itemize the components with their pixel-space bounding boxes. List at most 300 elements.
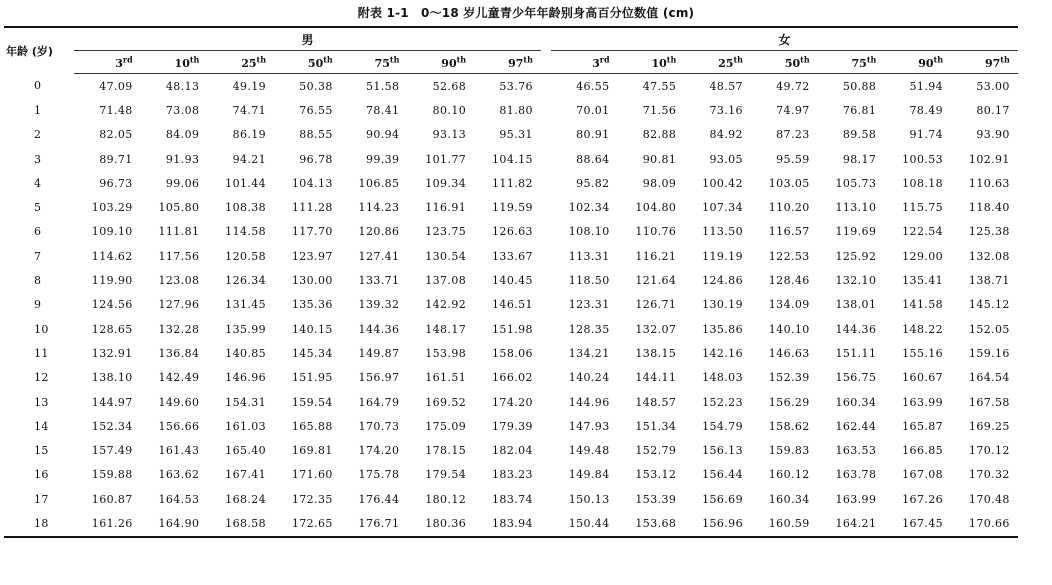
age-cell: 1 [34, 103, 42, 117]
male-height-cell: 109.34 [425, 176, 467, 190]
group-gap [541, 220, 551, 244]
male-height-cell: 71.48 [99, 103, 133, 117]
age-cell: 11 [34, 346, 49, 360]
female-height-cell: 160.67 [902, 371, 944, 385]
male-height-cell: 163.62 [158, 468, 200, 482]
male-height-cell: 172.65 [274, 511, 341, 536]
female-height-cell: 163.78 [835, 468, 877, 482]
female-height-cell: 115.75 [902, 201, 944, 215]
male-height-cell: 179.54 [425, 468, 467, 482]
male-height-cell: 119.59 [492, 201, 533, 215]
male-height-cell: 175.09 [425, 419, 467, 433]
male-height-cell: 161.43 [158, 444, 200, 458]
male-height-cell: 159.88 [91, 468, 133, 482]
male-height-cell: 174.20 [492, 395, 533, 409]
female-height-cell: 110.63 [968, 176, 1010, 190]
male-height-cell: 167.41 [225, 468, 267, 482]
female-height-cell: 128.35 [568, 322, 610, 336]
age-cell: 2 [34, 128, 42, 142]
male-height-cell: 158.06 [492, 346, 533, 360]
male-height-cell: 73.08 [165, 103, 200, 117]
female-height-cell: 159.83 [768, 444, 810, 458]
male-percentile-header [474, 51, 541, 74]
male-height-cell: 106.85 [358, 176, 400, 190]
male-height-cell: 142.92 [425, 298, 467, 312]
female-height-cell: 138.15 [635, 346, 677, 360]
age-cell: 10 [34, 322, 49, 336]
table-title: 附表 1-1 0～18 岁儿童青少年年龄别身高百分位数值 (cm) [357, 6, 695, 20]
male-height-cell: 165.40 [225, 444, 267, 458]
female-percentile-header [618, 51, 685, 74]
male-height-cell: 140.15 [291, 322, 333, 336]
male-height-cell: 183.23 [492, 468, 533, 482]
male-height-cell: 126.63 [492, 225, 533, 239]
female-height-cell: 118.40 [968, 201, 1010, 215]
male-height-cell: 49.19 [232, 79, 267, 93]
table-row [4, 511, 1018, 536]
female-height-cell: 103.05 [768, 176, 810, 190]
male-height-cell: 140.85 [225, 346, 267, 360]
male-height-cell: 96.78 [299, 152, 333, 166]
female-height-cell: 163.99 [902, 395, 944, 409]
female-height-cell: 160.59 [751, 511, 818, 536]
age-cell: 15 [34, 444, 49, 458]
male-height-cell: 99.39 [365, 152, 400, 166]
male-height-cell: 127.41 [358, 249, 400, 263]
male-height-cell: 132.91 [91, 346, 133, 360]
male-height-cell: 171.60 [291, 468, 333, 482]
age-cell: 7 [34, 249, 42, 263]
percentile-label: 10th [651, 54, 677, 70]
male-height-cell: 139.32 [358, 298, 400, 312]
table-row [4, 147, 1018, 171]
female-height-cell: 47.55 [642, 79, 677, 93]
percentile-label: 75th [374, 54, 400, 70]
female-height-cell: 156.75 [835, 371, 877, 385]
female-height-cell: 154.79 [702, 419, 743, 433]
group-gap [541, 195, 551, 219]
female-percentile-header [684, 51, 751, 74]
percentile-label: 25th [241, 54, 267, 70]
male-height-cell: 82.05 [99, 128, 133, 142]
male-height-cell: 96.73 [99, 176, 133, 190]
female-height-cell: 116.21 [635, 249, 677, 263]
female-height-cell: 88.64 [576, 152, 610, 166]
table-row [4, 171, 1018, 195]
female-height-cell: 98.09 [642, 176, 677, 190]
female-height-cell: 95.59 [776, 152, 810, 166]
female-height-cell: 156.69 [702, 492, 743, 506]
male-height-cell: 103.29 [91, 201, 133, 215]
male-height-cell: 168.58 [207, 511, 274, 536]
group-gap [541, 123, 551, 147]
male-height-cell: 164.79 [358, 395, 400, 409]
female-percentile-header [551, 51, 618, 74]
male-height-cell: 176.71 [341, 511, 408, 536]
male-height-cell: 154.31 [225, 395, 267, 409]
female-height-cell: 169.25 [968, 419, 1010, 433]
male-height-cell: 101.44 [225, 176, 267, 190]
female-height-cell: 138.71 [968, 274, 1010, 288]
percentile-label: 50th [784, 54, 810, 70]
male-height-cell: 117.56 [158, 249, 200, 263]
male-height-cell: 164.53 [158, 492, 200, 506]
male-height-cell: 101.77 [425, 152, 467, 166]
group-gap [541, 390, 551, 414]
female-height-cell: 170.32 [968, 468, 1010, 482]
group-gap [541, 366, 551, 390]
percentile-label: 75th [851, 54, 877, 70]
male-height-cell: 180.36 [407, 511, 474, 536]
female-height-cell: 152.39 [768, 371, 810, 385]
table-row [4, 341, 1018, 365]
male-height-cell: 130.54 [425, 249, 467, 263]
female-height-cell: 78.49 [909, 103, 944, 117]
female-height-cell: 156.13 [702, 444, 743, 458]
male-height-cell: 124.56 [91, 298, 133, 312]
percentile-label: 10th [174, 54, 200, 70]
female-height-cell: 147.93 [568, 419, 610, 433]
female-percentile-header [751, 51, 818, 74]
female-height-cell: 170.12 [968, 444, 1010, 458]
male-height-cell: 169.81 [291, 444, 333, 458]
female-height-cell: 153.68 [618, 511, 685, 536]
male-height-cell: 146.51 [492, 298, 533, 312]
female-height-cell: 148.57 [635, 395, 677, 409]
female-height-cell: 142.16 [702, 346, 743, 360]
female-height-cell: 93.90 [976, 128, 1010, 142]
percentile-label: 90th [918, 54, 944, 70]
male-height-cell: 157.49 [91, 444, 133, 458]
male-height-cell: 88.55 [299, 128, 333, 142]
group-gap [541, 414, 551, 438]
female-height-cell: 149.48 [568, 444, 610, 458]
female-height-cell: 153.39 [635, 492, 677, 506]
female-height-cell: 110.20 [768, 201, 810, 215]
female-percentile-header [884, 51, 951, 74]
female-percentile-header [818, 51, 885, 74]
group-gap [541, 293, 551, 317]
female-height-cell: 140.24 [568, 371, 610, 385]
female-height-cell: 119.69 [835, 225, 877, 239]
group-gap [541, 98, 551, 122]
male-height-cell: 90.94 [365, 128, 400, 142]
table-row [4, 366, 1018, 390]
male-height-cell: 120.58 [225, 249, 267, 263]
table-row [4, 390, 1018, 414]
male-height-cell: 91.93 [165, 152, 200, 166]
female-height-cell: 105.73 [835, 176, 877, 190]
male-height-cell: 166.02 [492, 371, 533, 385]
female-height-cell: 132.08 [968, 249, 1010, 263]
male-height-cell: 105.80 [158, 201, 200, 215]
female-height-cell: 128.46 [768, 274, 810, 288]
male-height-cell: 123.08 [158, 274, 200, 288]
male-height-cell: 109.10 [91, 225, 133, 239]
percentile-label: 97th [984, 54, 1010, 70]
female-height-cell: 124.86 [702, 274, 743, 288]
male-height-cell: 78.41 [365, 103, 400, 117]
percentile-header-row [4, 51, 1018, 74]
male-height-cell: 151.95 [291, 371, 333, 385]
male-height-cell: 161.03 [225, 419, 267, 433]
male-height-cell: 176.44 [358, 492, 400, 506]
male-height-cell: 114.58 [225, 225, 267, 239]
female-height-cell: 116.57 [768, 225, 810, 239]
female-height-cell: 122.53 [768, 249, 810, 263]
male-height-cell: 114.62 [91, 249, 133, 263]
female-group-header: 女 [551, 27, 1018, 51]
male-height-cell: 179.39 [492, 419, 533, 433]
female-height-cell: 70.01 [576, 103, 610, 117]
female-height-cell: 119.19 [702, 249, 743, 263]
female-percentile-header [951, 51, 1018, 74]
female-height-cell: 90.81 [642, 152, 677, 166]
female-height-cell: 144.36 [835, 322, 877, 336]
female-height-cell: 135.41 [902, 274, 944, 288]
male-height-cell: 180.12 [425, 492, 467, 506]
female-height-cell: 53.00 [976, 79, 1010, 93]
female-height-cell: 152.79 [635, 444, 677, 458]
male-height-cell: 169.52 [425, 395, 467, 409]
female-height-cell: 158.62 [768, 419, 810, 433]
female-height-cell: 100.53 [902, 152, 944, 166]
male-height-cell: 127.96 [158, 298, 200, 312]
male-height-cell: 137.08 [425, 274, 467, 288]
female-height-cell: 49.72 [776, 79, 810, 93]
female-height-cell: 152.05 [968, 322, 1010, 336]
female-height-cell: 121.64 [635, 274, 677, 288]
male-height-cell: 133.67 [492, 249, 533, 263]
female-height-cell: 155.16 [902, 346, 944, 360]
group-gap [541, 244, 551, 268]
male-height-cell: 93.13 [432, 128, 467, 142]
male-percentile-header [207, 51, 274, 74]
female-height-cell: 91.74 [909, 128, 944, 142]
percentile-label: 50th [307, 54, 333, 70]
female-height-cell: 151.11 [835, 346, 877, 360]
male-height-cell: 164.90 [141, 511, 208, 536]
table-row [4, 195, 1018, 219]
female-height-cell: 165.87 [902, 419, 944, 433]
age-cell: 4 [34, 176, 42, 190]
female-height-cell: 113.50 [702, 225, 743, 239]
female-height-cell: 156.44 [702, 468, 743, 482]
male-height-cell: 52.68 [432, 79, 467, 93]
group-gap [541, 317, 551, 341]
percentile-label: 25th [718, 54, 743, 70]
female-height-cell: 164.54 [968, 371, 1010, 385]
female-height-cell: 167.58 [968, 395, 1010, 409]
male-percentile-header [274, 51, 341, 74]
female-height-cell: 108.18 [902, 176, 944, 190]
table-row [4, 293, 1018, 317]
female-height-cell: 159.16 [968, 346, 1010, 360]
group-gap [541, 511, 551, 536]
female-height-cell: 125.38 [968, 225, 1010, 239]
female-height-cell: 152.23 [702, 395, 743, 409]
female-height-cell: 150.13 [568, 492, 610, 506]
female-height-cell: 144.11 [635, 371, 677, 385]
female-height-cell: 122.54 [902, 225, 944, 239]
female-height-cell: 149.84 [568, 468, 610, 482]
male-height-cell: 135.99 [225, 322, 267, 336]
male-height-cell: 81.80 [499, 103, 533, 117]
male-height-cell: 170.73 [358, 419, 400, 433]
female-height-cell: 160.34 [835, 395, 877, 409]
male-height-cell: 172.35 [291, 492, 333, 506]
male-height-cell: 104.15 [492, 152, 533, 166]
male-height-cell: 74.71 [232, 103, 267, 117]
female-height-cell: 151.34 [635, 419, 677, 433]
table-row [4, 414, 1018, 438]
male-percentile-header [141, 51, 208, 74]
male-height-cell: 128.65 [91, 322, 133, 336]
female-height-cell: 148.22 [902, 322, 944, 336]
male-height-cell: 165.88 [291, 419, 333, 433]
male-height-cell: 146.96 [225, 371, 267, 385]
age-cell: 14 [34, 419, 49, 433]
female-height-cell: 118.50 [568, 274, 610, 288]
female-height-cell: 144.96 [568, 395, 610, 409]
female-height-cell: 74.97 [776, 103, 810, 117]
male-height-cell: 178.15 [425, 444, 467, 458]
male-height-cell: 153.98 [425, 346, 467, 360]
female-height-cell: 146.63 [768, 346, 810, 360]
male-height-cell: 51.58 [365, 79, 400, 93]
table-row [4, 317, 1018, 341]
female-height-cell: 71.56 [642, 103, 677, 117]
table-row [4, 268, 1018, 292]
table-row [4, 74, 1018, 99]
male-height-cell: 132.28 [158, 322, 200, 336]
male-height-cell: 142.49 [158, 371, 200, 385]
female-height-cell: 89.58 [842, 128, 877, 142]
group-gap [541, 487, 551, 511]
female-height-cell: 46.55 [576, 79, 610, 93]
female-height-cell: 93.05 [709, 152, 743, 166]
female-height-cell: 129.00 [902, 249, 944, 263]
female-height-cell: 51.94 [909, 79, 944, 93]
age-cell: 6 [34, 225, 42, 239]
male-height-cell: 50.38 [299, 79, 333, 93]
male-height-cell: 156.97 [358, 371, 400, 385]
female-height-cell: 166.85 [902, 444, 944, 458]
female-height-cell: 156.29 [768, 395, 810, 409]
male-height-cell: 126.34 [225, 274, 267, 288]
female-height-cell: 100.42 [702, 176, 743, 190]
male-height-cell: 111.28 [291, 201, 333, 215]
female-height-cell: 140.10 [768, 322, 810, 336]
male-height-cell: 159.54 [291, 395, 333, 409]
female-height-cell: 141.58 [902, 298, 944, 312]
female-height-cell: 167.26 [902, 492, 944, 506]
female-height-cell: 156.96 [684, 511, 751, 536]
male-height-cell: 123.75 [425, 225, 467, 239]
table-row [4, 220, 1018, 244]
female-height-cell: 138.01 [835, 298, 877, 312]
percentile-label: 90th [441, 54, 467, 70]
male-percentile-header [74, 51, 141, 74]
male-height-cell: 89.71 [99, 152, 133, 166]
age-cell: 9 [34, 298, 42, 312]
female-height-cell: 135.86 [702, 322, 743, 336]
male-height-cell: 95.31 [499, 128, 533, 142]
male-height-cell: 152.34 [91, 419, 133, 433]
female-height-cell: 145.12 [968, 298, 1010, 312]
table-row [4, 244, 1018, 268]
female-height-cell: 98.17 [842, 152, 877, 166]
male-height-cell: 86.19 [232, 128, 267, 142]
height-percentile-table [4, 26, 1018, 538]
female-height-cell: 87.23 [776, 128, 810, 142]
male-height-cell: 114.23 [358, 201, 400, 215]
female-height-cell: 102.91 [968, 152, 1010, 166]
female-height-cell: 130.19 [702, 298, 743, 312]
male-height-cell: 117.70 [291, 225, 333, 239]
age-column-header: 年龄 (岁) [4, 27, 74, 74]
age-cell: 8 [34, 274, 42, 288]
female-height-cell: 160.12 [768, 468, 810, 482]
male-height-cell: 53.76 [499, 79, 533, 93]
male-height-cell: 119.90 [91, 274, 133, 288]
group-gap [541, 341, 551, 365]
female-height-cell: 110.76 [635, 225, 677, 239]
female-height-cell: 108.10 [568, 225, 610, 239]
female-height-cell: 164.21 [818, 511, 885, 536]
male-height-cell: 144.97 [91, 395, 133, 409]
female-height-cell: 50.88 [842, 79, 877, 93]
female-height-cell: 167.08 [902, 468, 944, 482]
male-height-cell: 175.78 [358, 468, 400, 482]
female-height-cell: 153.12 [635, 468, 677, 482]
female-height-cell: 84.92 [709, 128, 743, 142]
female-height-cell: 82.88 [642, 128, 677, 142]
group-gap [541, 147, 551, 171]
percentile-label: 3rd [592, 54, 610, 70]
female-height-cell: 113.31 [568, 249, 610, 263]
group-gap [541, 171, 551, 195]
male-height-cell: 144.36 [358, 322, 400, 336]
male-height-cell: 123.97 [291, 249, 333, 263]
female-height-cell: 148.03 [702, 371, 743, 385]
male-height-cell: 48.13 [165, 79, 200, 93]
age-cell: 18 [4, 511, 74, 536]
male-height-cell: 149.60 [158, 395, 200, 409]
female-height-cell: 73.16 [709, 103, 743, 117]
percentile-label: 3rd [115, 54, 133, 70]
table-row [4, 438, 1018, 462]
male-height-cell: 174.20 [358, 444, 400, 458]
male-height-cell: 111.81 [158, 225, 200, 239]
female-height-cell: 104.80 [635, 201, 677, 215]
table-body [4, 74, 1018, 537]
female-height-cell: 170.48 [968, 492, 1010, 506]
female-height-cell: 170.66 [951, 511, 1018, 536]
age-cell: 16 [34, 468, 49, 482]
male-height-cell: 47.09 [99, 79, 133, 93]
female-height-cell: 167.45 [884, 511, 951, 536]
female-height-cell: 134.21 [568, 346, 610, 360]
female-height-cell: 76.81 [842, 103, 877, 117]
table-row [4, 98, 1018, 122]
male-height-cell: 135.36 [291, 298, 333, 312]
male-height-cell: 183.94 [474, 511, 541, 536]
male-height-cell: 120.86 [358, 225, 400, 239]
age-cell: 12 [34, 371, 49, 385]
female-height-cell: 163.53 [835, 444, 877, 458]
male-height-cell: 80.10 [432, 103, 467, 117]
